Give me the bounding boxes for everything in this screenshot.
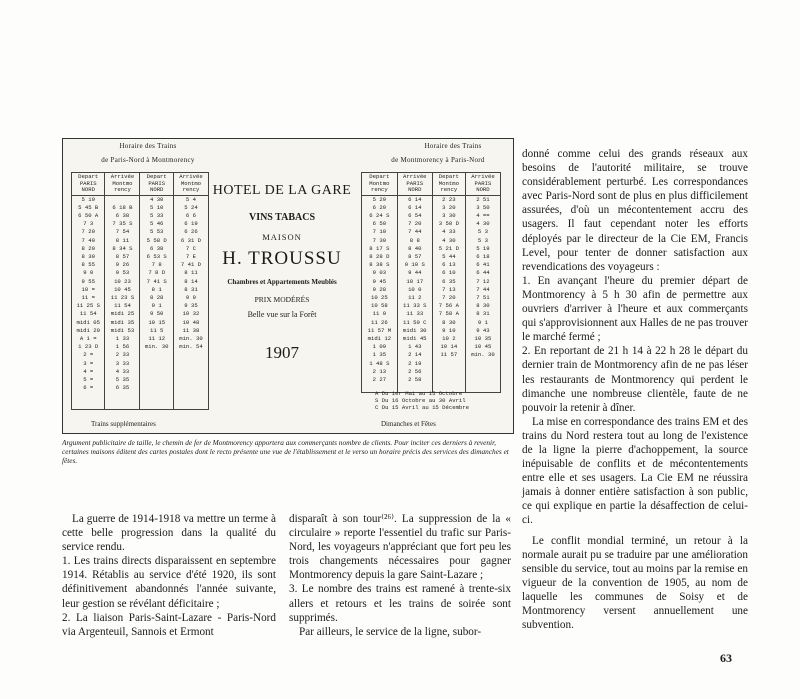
table-row bbox=[362, 195, 501, 204]
time-cell: midi 45 bbox=[397, 335, 432, 343]
time-cell: 2 58 bbox=[397, 376, 432, 384]
prix-label: PRIX MODÉRÉS bbox=[254, 295, 310, 304]
left-header-cell: Arrivée Montmo rency bbox=[105, 173, 140, 196]
table-row bbox=[362, 351, 501, 359]
table-row bbox=[72, 228, 209, 236]
time-cell: 7 54 bbox=[105, 228, 140, 236]
time-cell: 1 35 bbox=[362, 351, 398, 359]
table-row bbox=[362, 302, 501, 310]
time-cell: 5 21 D bbox=[432, 245, 465, 253]
table-row bbox=[72, 269, 209, 277]
table-row bbox=[72, 220, 209, 228]
table-row bbox=[362, 204, 501, 212]
time-cell: 8 31 bbox=[465, 310, 500, 318]
vins-tabacs: VINS TABACS bbox=[248, 212, 316, 223]
time-cell: 5 3 bbox=[465, 237, 500, 245]
hotel-name: HOTEL DE LA GARE bbox=[212, 183, 352, 198]
table-row bbox=[362, 278, 501, 286]
time-cell: 10 2 bbox=[432, 335, 465, 343]
table-row bbox=[72, 392, 209, 400]
time-cell: min. 30 bbox=[173, 335, 208, 343]
time-cell: 4 30 bbox=[432, 237, 465, 245]
time-cell: 11 5 bbox=[140, 327, 173, 335]
time-cell bbox=[173, 368, 208, 376]
time-cell bbox=[432, 360, 465, 368]
time-cell: 4 33 bbox=[432, 228, 465, 236]
table-row bbox=[72, 376, 209, 384]
time-cell: 10 35 bbox=[465, 335, 500, 343]
time-cell: 7 E bbox=[173, 253, 208, 261]
table-row bbox=[362, 212, 501, 220]
paragraph: Le conflit mondial terminé, un retour à la normale aurait pu se traduire par une amélioration sensible du service, tout au moins par la remise en vigueur de la convention de 1905, au nom de laquelle les communes de Soisy et de Montmorency versent annuellement une subvention. bbox=[522, 534, 748, 632]
time-cell: 2 13 bbox=[362, 368, 398, 376]
table-row bbox=[72, 343, 209, 351]
time-cell: 8 17 S bbox=[362, 245, 398, 253]
time-cell: 2 51 bbox=[465, 195, 500, 204]
time-cell: 8 38 S bbox=[362, 261, 398, 269]
time-cell: 4 == bbox=[465, 212, 500, 220]
time-cell: midi 30 bbox=[397, 327, 432, 335]
table-row bbox=[362, 237, 501, 245]
time-cell: 8 20 bbox=[72, 245, 105, 253]
time-cell: 10 45 bbox=[105, 286, 140, 294]
time-cell: 4 30 bbox=[140, 195, 173, 204]
time-cell: 9 10 bbox=[432, 327, 465, 335]
table-row bbox=[362, 245, 501, 253]
time-cell: 6 38 bbox=[105, 212, 140, 220]
time-cell: 8 8 bbox=[397, 237, 432, 245]
table-row bbox=[72, 204, 209, 212]
table-row bbox=[72, 253, 209, 261]
right-footer: Dimanches et Fêtes bbox=[381, 420, 436, 428]
time-cell: 9 10 S bbox=[397, 261, 432, 269]
time-cell: 8 40 bbox=[397, 245, 432, 253]
time-cell: 8 57 bbox=[105, 253, 140, 261]
time-cell: 5 58 D bbox=[140, 237, 173, 245]
time-cell: 2 23 bbox=[432, 195, 465, 204]
time-cell: 6 54 bbox=[397, 212, 432, 220]
time-cell: 10 48 bbox=[173, 319, 208, 327]
time-cell: 8 30 bbox=[432, 319, 465, 327]
time-cell: 9 0 bbox=[72, 269, 105, 277]
time-cell: 7 13 bbox=[432, 286, 465, 294]
time-cell: 4 30 bbox=[465, 220, 500, 228]
timetable-postcard bbox=[62, 138, 514, 434]
time-cell: 10 17 bbox=[397, 278, 432, 286]
time-cell: min. 54 bbox=[173, 343, 208, 351]
time-cell: 11 26 bbox=[362, 319, 398, 327]
time-cell: 11 33 bbox=[397, 310, 432, 318]
time-cell: 8 30 bbox=[72, 253, 105, 261]
time-cell: 1 43 bbox=[397, 343, 432, 351]
time-cell: 3 50 D bbox=[432, 220, 465, 228]
time-cell bbox=[105, 401, 140, 410]
time-cell: 9 03 bbox=[362, 269, 398, 277]
right-timetable-title: Horaire des Trains bbox=[424, 142, 482, 150]
legend-line: A Du 1er Mai au 15 Octobre bbox=[375, 390, 463, 397]
time-cell: 8 1 bbox=[140, 286, 173, 294]
time-cell: 6 41 bbox=[465, 261, 500, 269]
table-row bbox=[362, 319, 501, 327]
time-cell bbox=[140, 401, 173, 410]
time-cell bbox=[173, 392, 208, 400]
table-row bbox=[72, 261, 209, 269]
time-cell: 5 45 B bbox=[72, 204, 105, 212]
time-cell: 5 35 bbox=[105, 376, 140, 384]
table-row bbox=[72, 245, 209, 253]
paragraph: disparaît à son tour⁽²⁶⁾. La suppression de la « circulaire » reporte l'essentiel du trafic sur Paris-Nord, les voyageurs n'appréciant que fort peu les trois changements nécessaires pour gagner Montmorency depuis la gare Saint-Lazare ; bbox=[289, 513, 511, 582]
time-cell: 6 19 bbox=[173, 220, 208, 228]
time-cell: 4 33 bbox=[105, 368, 140, 376]
time-cell: 8 28 D bbox=[362, 253, 398, 261]
time-cell: 1 09 bbox=[362, 343, 398, 351]
legend-line: S Du 16 Octobre au 30 Avril bbox=[375, 396, 466, 404]
paragraph: Par ailleurs, le service de la ligne, subor- bbox=[299, 625, 482, 638]
time-cell: 11 54 bbox=[105, 302, 140, 310]
time-cell: 5 44 bbox=[432, 253, 465, 261]
table-row bbox=[362, 335, 501, 343]
paragraph: 1. Les trains directs disparaissent en septembre 1914. Rétablis au service d'été 1920, ils sont définitivement abandonnés l'année suivante, leur gestion se révélant déficitaire ; bbox=[62, 555, 276, 610]
table-row bbox=[362, 228, 501, 236]
time-cell: 7 41 D bbox=[173, 261, 208, 269]
time-cell bbox=[432, 376, 465, 384]
time-cell bbox=[432, 368, 465, 376]
time-cell: 8 55 bbox=[72, 261, 105, 269]
time-cell: 7 12 bbox=[465, 278, 500, 286]
left-timetable bbox=[71, 172, 209, 410]
table-row bbox=[72, 294, 209, 302]
time-cell bbox=[465, 384, 500, 393]
time-cell: 11 2 bbox=[397, 294, 432, 302]
time-cell: 7 44 bbox=[397, 228, 432, 236]
table-row bbox=[362, 294, 501, 302]
time-cell: 8 30 bbox=[465, 302, 500, 310]
time-cell: 11 25 S bbox=[72, 302, 105, 310]
time-cell: 6 50 A bbox=[72, 212, 105, 220]
time-cell: 9 1 bbox=[140, 302, 173, 310]
paragraph: 3. Le nombre des trains est ramené à trente-six allers et retours et les trains de soirée sont supprimés. bbox=[289, 583, 511, 624]
time-cell: 7 41 S bbox=[140, 278, 173, 286]
time-cell: midi 35 bbox=[105, 319, 140, 327]
time-cell: 7 35 S bbox=[105, 220, 140, 228]
time-cell: 7 20 bbox=[72, 228, 105, 236]
table-row bbox=[72, 310, 209, 318]
time-cell: A 1 = bbox=[72, 335, 105, 343]
table-row bbox=[72, 368, 209, 376]
view-label: Belle vue sur la Forêt bbox=[247, 310, 317, 319]
time-cell bbox=[173, 401, 208, 410]
time-cell: 2 33 bbox=[105, 351, 140, 359]
time-cell: 2 27 bbox=[362, 376, 398, 384]
left-footer: Trains supplémentaires bbox=[91, 420, 156, 428]
time-cell bbox=[173, 384, 208, 392]
table-row bbox=[362, 310, 501, 318]
time-cell: 5 24 bbox=[173, 204, 208, 212]
time-cell: 6 14 bbox=[397, 195, 432, 204]
time-cell: 9 45 bbox=[362, 278, 398, 286]
time-cell: 6 35 bbox=[432, 278, 465, 286]
time-cell: 6 26 bbox=[173, 228, 208, 236]
time-cell: 9 35 bbox=[173, 302, 208, 310]
paragraph: donné comme celui des grands réseaux aux besoins de l'autorité militaire, se trouve considérablement perturbé. Les correspondances avec Paris-Nord sont de plus en plus difficilement assurées, d'où un mécontentement accru des usagers. Il faut cependant noter les efforts déployés par le directeur de la Cie EM, Francis Level, pour tenter de donner satisfaction aux revendications des voyageurs : bbox=[522, 148, 748, 273]
time-cell: 5 = bbox=[72, 376, 105, 384]
time-cell: 9 0 bbox=[173, 294, 208, 302]
time-cell bbox=[173, 376, 208, 384]
right-header-cell: Depart Montmo rency bbox=[432, 173, 465, 196]
time-cell: 11 57 M bbox=[362, 327, 398, 335]
time-cell: 10 = bbox=[72, 286, 105, 294]
time-cell: 3 20 bbox=[432, 204, 465, 212]
table-row bbox=[362, 327, 501, 335]
time-cell: min. 30 bbox=[465, 351, 500, 359]
time-cell bbox=[140, 376, 173, 384]
time-cell: 11 12 bbox=[140, 335, 173, 343]
time-cell bbox=[173, 351, 208, 359]
time-cell: 7 30 bbox=[362, 237, 398, 245]
time-cell: 10 58 bbox=[362, 302, 398, 310]
time-cell: 11 38 bbox=[173, 327, 208, 335]
time-cell: 6 14 bbox=[397, 204, 432, 212]
paragraph: 2. En reportant de 21 h 14 à 22 h 28 le départ du dernier train de Montmorency afin de ne pas léser les restaurants de Montmorency qui perdent le dimanche une nombreuse clientèle, faute de ne pouvoir la retenir à dîner. bbox=[522, 345, 748, 414]
time-cell: 5 4 bbox=[173, 195, 208, 204]
time-cell: midi 20 bbox=[72, 327, 105, 335]
time-cell: 11 54 bbox=[72, 310, 105, 318]
paragraph: La guerre de 1914-1918 va mettre un terme à cette belle progression dans la qualité du service rendu. bbox=[62, 513, 276, 554]
time-cell bbox=[140, 392, 173, 400]
time-cell: 7 C bbox=[173, 245, 208, 253]
time-cell: 7 40 bbox=[72, 237, 105, 245]
time-cell: midi 53 bbox=[105, 327, 140, 335]
time-cell: 6 6 bbox=[173, 212, 208, 220]
right-header-cell: Arrivée PARIS NORD bbox=[397, 173, 432, 196]
table-row bbox=[362, 368, 501, 376]
time-cell: 6 18 B bbox=[105, 204, 140, 212]
time-cell: 10 23 bbox=[105, 278, 140, 286]
table-row bbox=[362, 376, 501, 384]
time-cell: 5 10 bbox=[140, 204, 173, 212]
time-cell bbox=[72, 401, 105, 410]
time-cell: 2 56 bbox=[397, 368, 432, 376]
time-cell: 6 13 bbox=[432, 261, 465, 269]
time-cell: 5 19 bbox=[465, 245, 500, 253]
time-cell: 11 = bbox=[72, 294, 105, 302]
time-cell: 10 45 bbox=[465, 343, 500, 351]
time-cell bbox=[140, 360, 173, 368]
time-cell: 3 33 bbox=[105, 360, 140, 368]
time-cell: 3 30 bbox=[432, 212, 465, 220]
time-cell: 10 14 bbox=[432, 343, 465, 351]
time-cell bbox=[105, 392, 140, 400]
time-cell bbox=[173, 360, 208, 368]
time-cell: 7 8 D bbox=[140, 269, 173, 277]
table-row bbox=[72, 384, 209, 392]
paragraph: 1. En avançant l'heure du premier départ de Montmorency à 5 h 30 afin de permettre aux ouvriers d'arriver à l'heure et aux commerçants qui s'approvisionnent aux Halles de ne pas trouver le marché fermé ; bbox=[522, 274, 748, 344]
maison-label: MAISON bbox=[262, 232, 302, 242]
right-text-column bbox=[522, 147, 748, 632]
table-row bbox=[72, 286, 209, 294]
time-cell: 3 50 bbox=[465, 204, 500, 212]
table-row bbox=[362, 269, 501, 277]
time-cell: 5 29 bbox=[362, 195, 398, 204]
time-cell: 9 43 bbox=[465, 327, 500, 335]
hotel-advertisement bbox=[211, 183, 353, 363]
time-cell: midi 12 bbox=[362, 335, 398, 343]
left-header-cell: Arrivée Montmo rency bbox=[173, 173, 208, 196]
table-row bbox=[362, 360, 501, 368]
time-cell: 1 56 bbox=[105, 343, 140, 351]
time-cell: 3 = bbox=[72, 360, 105, 368]
time-cell: 2 14 bbox=[397, 351, 432, 359]
table-row bbox=[72, 401, 209, 410]
table-row bbox=[362, 286, 501, 294]
time-cell: 8 11 bbox=[105, 237, 140, 245]
left-timetable-title: Horaire des Trains bbox=[119, 142, 177, 150]
time-cell: 6 10 bbox=[432, 269, 465, 277]
table-row bbox=[362, 261, 501, 269]
time-cell: 8 34 S bbox=[105, 245, 140, 253]
time-cell bbox=[140, 351, 173, 359]
table-row bbox=[72, 319, 209, 327]
time-cell: midi 25 bbox=[105, 310, 140, 318]
table-row bbox=[72, 195, 209, 204]
time-cell: 7 10 bbox=[362, 228, 398, 236]
time-cell: 10 0 bbox=[397, 286, 432, 294]
paragraph: 2. La liaison Paris-Saint-Lazare - Paris-Nord via Argenteuil, Sannois et Ermont bbox=[62, 611, 276, 638]
table-row bbox=[72, 335, 209, 343]
time-cell: 11 0 bbox=[362, 310, 398, 318]
time-cell: 11 33 S bbox=[397, 302, 432, 310]
left-header-cell: Depart PARIS NORD bbox=[140, 173, 173, 196]
time-cell: 11 50 C bbox=[397, 319, 432, 327]
time-cell: 7 20 bbox=[397, 220, 432, 228]
time-cell: 7 8 bbox=[140, 261, 173, 269]
table-row bbox=[362, 343, 501, 351]
page-number: 63 bbox=[720, 651, 732, 665]
time-cell: 6 20 bbox=[362, 204, 398, 212]
time-cell: 7 51 bbox=[465, 294, 500, 302]
figure-caption: Argument publicitaire de taille, le chemin de fer de Montmorency apportera aux commerçants nombre de clients. Pour inciter ces derniers à revenir, certaines maisons éditent des cartes postales dont le recto présente une vue de l'établissement et le verso un horaire précis des services des dimanches et fêtes. bbox=[62, 438, 509, 466]
table-row bbox=[362, 220, 501, 228]
time-cell: 9 44 bbox=[397, 269, 432, 277]
time-cell: 10 15 bbox=[140, 319, 173, 327]
right-timetable bbox=[361, 172, 501, 393]
time-cell: 6 44 bbox=[465, 269, 500, 277]
time-cell: 9 28 bbox=[362, 286, 398, 294]
time-cell: 6 50 bbox=[362, 220, 398, 228]
time-cell: 5 46 bbox=[140, 220, 173, 228]
time-cell: 6 24 S bbox=[362, 212, 398, 220]
time-cell: 5 53 bbox=[140, 228, 173, 236]
table-row bbox=[362, 253, 501, 261]
time-cell bbox=[72, 392, 105, 400]
rooms-label: Chambres et Appartements Meublés bbox=[227, 278, 337, 286]
time-cell: 9 1 bbox=[465, 319, 500, 327]
time-cell: 6 31 D bbox=[173, 237, 208, 245]
table-row bbox=[72, 327, 209, 335]
time-cell: 6 53 S bbox=[140, 253, 173, 261]
proprietor-name: H. TROUSSU bbox=[222, 248, 342, 269]
time-cell: 10 25 bbox=[362, 294, 398, 302]
time-cell: 9 26 bbox=[105, 261, 140, 269]
time-cell: 1 33 bbox=[105, 335, 140, 343]
time-cell: 4 = bbox=[72, 368, 105, 376]
time-cell: 8 57 bbox=[397, 253, 432, 261]
table-row bbox=[72, 278, 209, 286]
time-cell: 7 58 A bbox=[432, 310, 465, 318]
time-cell: 7 20 bbox=[432, 294, 465, 302]
time-cell: 2 = bbox=[72, 351, 105, 359]
time-cell: 6 = bbox=[72, 384, 105, 392]
left-header-cell: Depart PARIS NORD bbox=[72, 173, 105, 196]
table-row bbox=[72, 237, 209, 245]
time-cell: 9 53 bbox=[105, 269, 140, 277]
time-cell: 8 28 bbox=[140, 294, 173, 302]
timetable-legend bbox=[375, 391, 469, 411]
table-row bbox=[72, 302, 209, 310]
time-cell bbox=[105, 195, 140, 204]
time-cell: 1 23 D bbox=[72, 343, 105, 351]
time-cell: 7 56 A bbox=[432, 302, 465, 310]
time-cell bbox=[465, 376, 500, 384]
time-cell: 8 14 bbox=[173, 278, 208, 286]
time-cell: midi 05 bbox=[72, 319, 105, 327]
time-cell: 10 32 bbox=[173, 310, 208, 318]
time-cell bbox=[465, 368, 500, 376]
table-row bbox=[72, 351, 209, 359]
time-cell: 6 18 bbox=[465, 253, 500, 261]
time-cell: 11 23 S bbox=[105, 294, 140, 302]
time-cell: 6 35 bbox=[105, 384, 140, 392]
time-cell: 11 57 bbox=[432, 351, 465, 359]
paragraph: La mise en correspondance des trains EM et des trains du Nord restera tout au long de l'existence de la ligne la pierre d'achoppement, la source inépuisable de conflits et de mécontentements entre elle et ses usagers. La Cie EM ne réussira jamais à donner entière satisfaction à son public, ce qui explique en partie la désaffection de celui-ci. bbox=[522, 415, 748, 527]
left-timetable-subtitle: de Paris-Nord à Montmorency bbox=[101, 156, 195, 164]
time-cell: 9 55 bbox=[72, 278, 105, 286]
right-header-cell: Depart Montmo rency bbox=[362, 173, 398, 196]
time-cell bbox=[140, 384, 173, 392]
right-timetable-subtitle: de Montmorency à Paris-Nord bbox=[391, 156, 485, 164]
table-row bbox=[72, 212, 209, 220]
time-cell: 9 50 bbox=[140, 310, 173, 318]
table-row bbox=[72, 360, 209, 368]
time-cell: 2 19 bbox=[397, 360, 432, 368]
time-cell: min. 30 bbox=[140, 343, 173, 351]
year-label: 1907 bbox=[265, 343, 299, 362]
time-cell: 5 3 bbox=[465, 228, 500, 236]
time-cell: 7 3 bbox=[72, 220, 105, 228]
right-header-cell: Arrivée PARIS NORD bbox=[465, 173, 500, 196]
time-cell: 1 48 S bbox=[362, 360, 398, 368]
time-cell: 5 33 bbox=[140, 212, 173, 220]
middle-text-column bbox=[289, 512, 511, 639]
left-text-column bbox=[62, 512, 276, 639]
time-cell: 6 38 bbox=[140, 245, 173, 253]
time-cell: 8 11 bbox=[173, 269, 208, 277]
time-cell bbox=[140, 368, 173, 376]
time-cell: 7 44 bbox=[465, 286, 500, 294]
time-cell: 8 31 bbox=[173, 286, 208, 294]
time-cell: 5 19 bbox=[72, 195, 105, 204]
time-cell bbox=[465, 360, 500, 368]
legend-line: C Du 15 Avril au 15 Décembre bbox=[375, 403, 469, 411]
